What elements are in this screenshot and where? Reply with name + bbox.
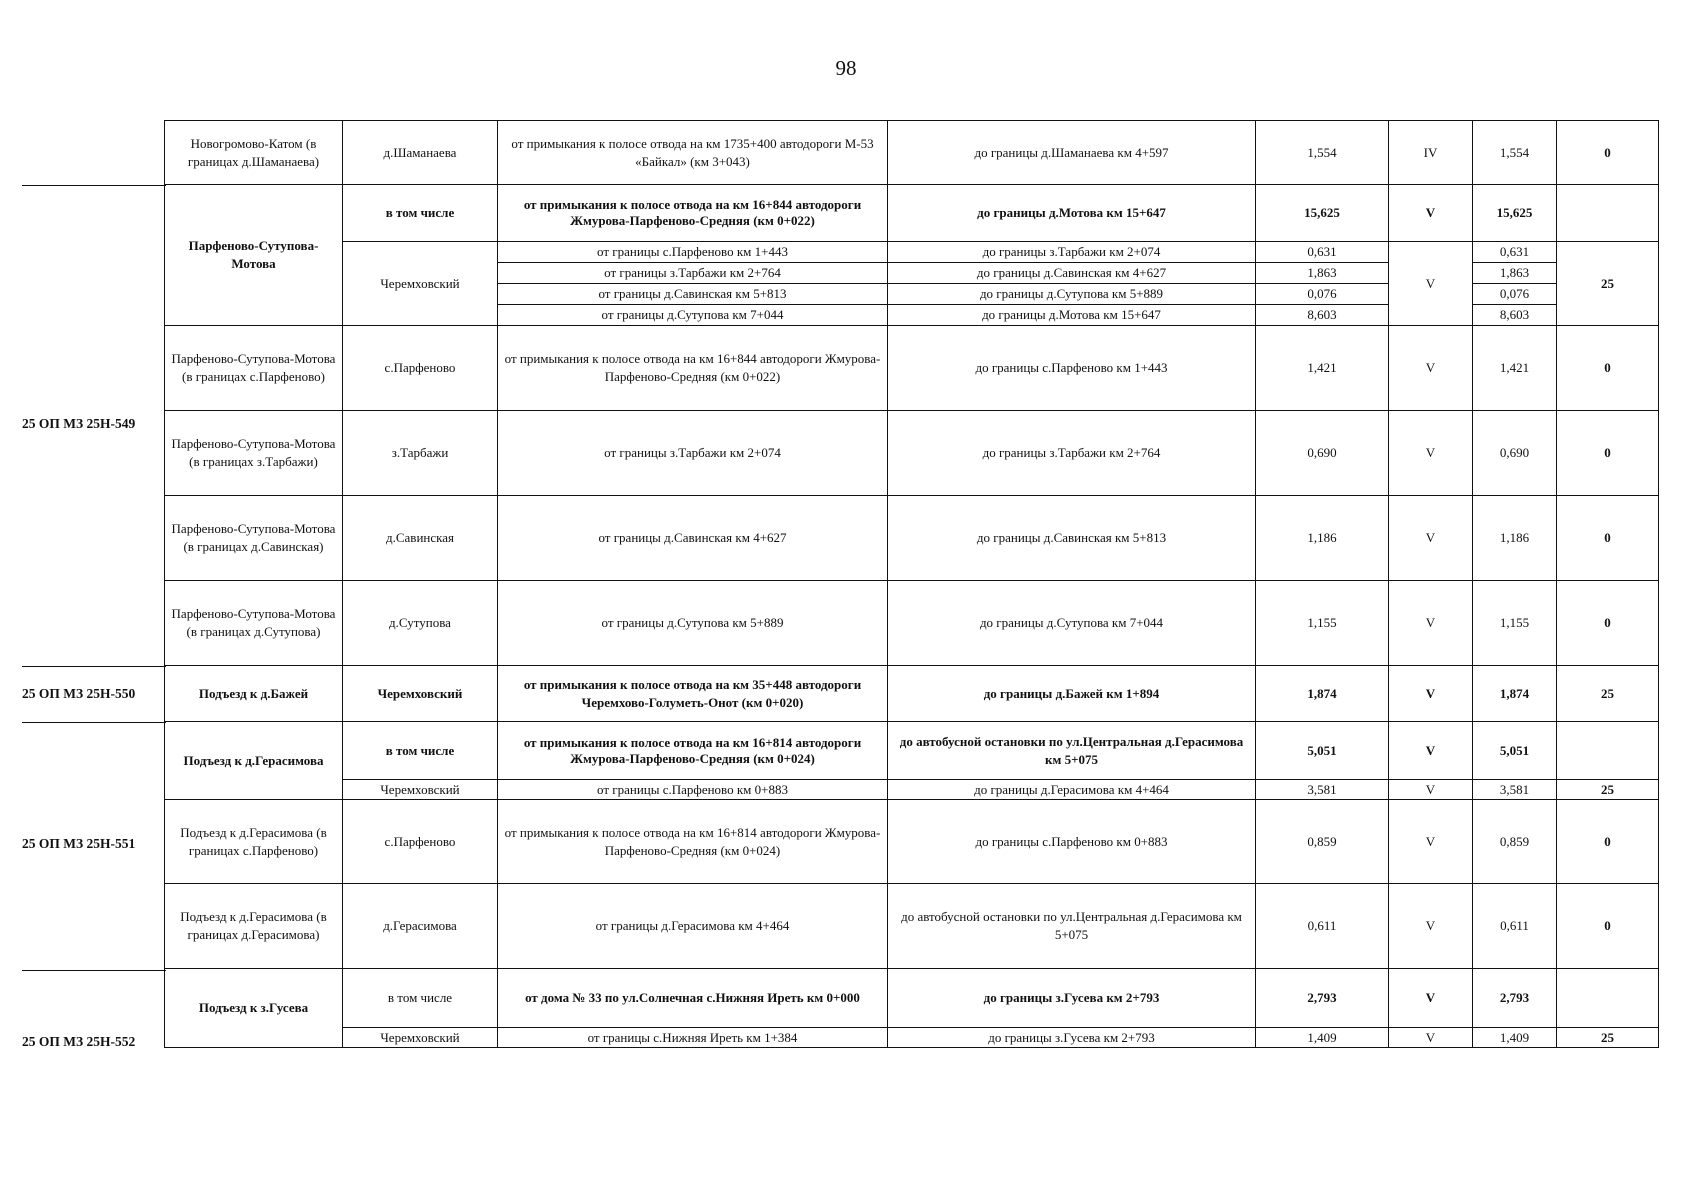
row-divider: [22, 970, 166, 971]
road-name: Подъезд к д.Герасимова: [165, 722, 343, 800]
district-cell: д.Шаманаева: [343, 121, 498, 185]
segment-end: до границы д.Мотова км 15+647: [888, 305, 1256, 326]
value-cell: 0: [1557, 121, 1659, 185]
row-divider: [22, 722, 166, 723]
segment-start: от границы д.Герасимова км 4+464: [498, 884, 888, 969]
row-divider: [22, 666, 166, 667]
table-row: [165, 185, 1659, 242]
district-cell: с.Парфеново: [343, 326, 498, 411]
segment-start: от дома № 33 по ул.Солнечная с.Нижняя Иреть км 0+000: [498, 969, 888, 1028]
road-name: Парфеново-Сутупова-Мотова: [165, 185, 343, 326]
segment-end: до границы д.Сутупова км 7+044: [888, 581, 1256, 666]
segment-end: до границы з.Гусева км 2+793: [888, 1028, 1256, 1048]
segment-end: до границы с.Парфеново км 1+443: [888, 326, 1256, 411]
district-cell: в том числе: [343, 969, 498, 1028]
category-cell: V: [1389, 242, 1473, 326]
length-cell: 0,611: [1473, 884, 1557, 969]
category-cell: V: [1389, 326, 1473, 411]
road-name: Подъезд к д.Бажей: [165, 666, 343, 722]
length-cell: 5,051: [1256, 722, 1389, 780]
category-cell: V: [1389, 411, 1473, 496]
road-name: Парфеново-Сутупова-Мотова (в границах д.Сутупова): [165, 581, 343, 666]
length-cell: 1,421: [1473, 326, 1557, 411]
district-cell: з.Тарбажи: [343, 411, 498, 496]
district-cell: с.Парфеново: [343, 800, 498, 884]
segment-start: от границы с.Парфеново км 0+883: [498, 780, 888, 800]
segment-end: до границы з.Тарбажи км 2+074: [888, 242, 1256, 263]
segment-end: до границы с.Парфеново км 0+883: [888, 800, 1256, 884]
length-cell: 1,874: [1256, 666, 1389, 722]
table-row: [165, 1028, 1659, 1048]
value-cell: 25: [1557, 242, 1659, 326]
length-cell: 1,409: [1473, 1028, 1557, 1048]
segment-end: до границы д.Савинская км 5+813: [888, 496, 1256, 581]
length-cell: 1,874: [1473, 666, 1557, 722]
district-cell: д.Сутупова: [343, 581, 498, 666]
table-row: [165, 884, 1659, 969]
table-row: [165, 666, 1659, 722]
category-cell: V: [1389, 800, 1473, 884]
road-code: 25 ОП МЗ 25Н-549: [22, 416, 136, 431]
value-cell: 25: [1557, 1028, 1659, 1048]
segment-start: от границы д.Савинская км 4+627: [498, 496, 888, 581]
length-cell: 1,186: [1256, 496, 1389, 581]
table-row: [165, 242, 1659, 263]
table-row: [165, 581, 1659, 666]
segment-start: от границы з.Тарбажи км 2+764: [498, 263, 888, 284]
segment-start: от границы д.Савинская км 5+813: [498, 284, 888, 305]
district-cell: д.Герасимова: [343, 884, 498, 969]
length-cell: 0,631: [1256, 242, 1389, 263]
value-cell: 0: [1557, 884, 1659, 969]
district-cell: в том числе: [343, 185, 498, 242]
value-cell: 0: [1557, 581, 1659, 666]
segment-end: до границы з.Гусева км 2+793: [888, 969, 1256, 1028]
category-cell: V: [1389, 884, 1473, 969]
length-cell: 1,155: [1473, 581, 1557, 666]
table-row: [165, 411, 1659, 496]
road-name: Парфеново-Сутупова-Мотова (в границах с.Парфеново): [165, 326, 343, 411]
length-cell: 1,421: [1256, 326, 1389, 411]
segment-start: от границы д.Сутупова км 7+044: [498, 305, 888, 326]
category-cell: V: [1389, 185, 1473, 242]
district-cell: Черемховский: [343, 242, 498, 326]
value-cell: 0: [1557, 326, 1659, 411]
length-cell: 2,793: [1473, 969, 1557, 1028]
roads-table: [164, 120, 1659, 1048]
district-cell: д.Савинская: [343, 496, 498, 581]
segment-start: от примыкания к полосе отвода на км 1735+400 автодороги М-53 «Байкал» (км 3+043): [498, 121, 888, 185]
table-row: [165, 121, 1659, 185]
value-cell: 0: [1557, 411, 1659, 496]
district-cell: Черемховский: [343, 780, 498, 800]
length-cell: 1,155: [1256, 581, 1389, 666]
category-cell: V: [1389, 496, 1473, 581]
district-cell: в том числе: [343, 722, 498, 780]
road-name: Новогромово-Катом (в границах д.Шаманаева): [165, 121, 343, 185]
segment-end: до автобусной остановки по ул.Центральная д.Герасимова км 5+075: [888, 722, 1256, 780]
segment-start: от примыкания к полосе отвода на км 16+844 автодороги Жмурова-Парфеново-Средняя (км 0+022): [498, 326, 888, 411]
road-name: Парфеново-Сутупова-Мотова (в границах д.Савинская): [165, 496, 343, 581]
road-name: Подъезд к д.Герасимова (в границах с.Парфеново): [165, 800, 343, 884]
value-cell: [1557, 185, 1659, 242]
segment-end: до границы д.Герасимова км 4+464: [888, 780, 1256, 800]
length-cell: 3,581: [1473, 780, 1557, 800]
category-cell: V: [1389, 1028, 1473, 1048]
table-row: [165, 780, 1659, 800]
segment-end: до границы д.Сутупова км 5+889: [888, 284, 1256, 305]
segment-end: до границы д.Шаманаева км 4+597: [888, 121, 1256, 185]
length-cell: 1,863: [1473, 263, 1557, 284]
length-cell: 0,859: [1256, 800, 1389, 884]
length-cell: 1,554: [1473, 121, 1557, 185]
segment-start: от границы с.Нижняя Иреть км 1+384: [498, 1028, 888, 1048]
length-cell: 1,186: [1473, 496, 1557, 581]
segment-end: до границы д.Бажей км 1+894: [888, 666, 1256, 722]
length-cell: 0,690: [1473, 411, 1557, 496]
value-cell: [1557, 969, 1659, 1028]
value-cell: 0: [1557, 800, 1659, 884]
category-cell: V: [1389, 581, 1473, 666]
category-cell: V: [1389, 666, 1473, 722]
segment-start: от границы с.Парфеново км 1+443: [498, 242, 888, 263]
segment-start: от границы з.Тарбажи км 2+074: [498, 411, 888, 496]
segment-end: до границы д.Мотова км 15+647: [888, 185, 1256, 242]
table-row: [165, 969, 1659, 1028]
road-code: 25 ОП МЗ 25Н-550: [22, 686, 136, 701]
length-cell: 0,690: [1256, 411, 1389, 496]
segment-start: от примыкания к полосе отвода на км 16+814 автодороги Жмурова-Парфеново-Средняя (км 0+024): [498, 800, 888, 884]
length-cell: 1,554: [1256, 121, 1389, 185]
length-cell: 3,581: [1256, 780, 1389, 800]
length-cell: 1,409: [1256, 1028, 1389, 1048]
length-cell: 0,631: [1473, 242, 1557, 263]
road-code: 25 ОП МЗ 25Н-552: [22, 1034, 136, 1049]
segment-end: до границы д.Савинская км 4+627: [888, 263, 1256, 284]
segment-start: от примыкания к полосе отвода на км 16+814 автодороги Жмурова-Парфеново-Средняя (км 0+024): [498, 722, 888, 780]
road-name: Парфеново-Сутупова-Мотова (в границах з.Тарбажи): [165, 411, 343, 496]
length-cell: 0,076: [1256, 284, 1389, 305]
length-cell: 8,603: [1473, 305, 1557, 326]
length-cell: 0,076: [1473, 284, 1557, 305]
road-code: 25 ОП МЗ 25Н-551: [22, 836, 136, 851]
table-row: [165, 496, 1659, 581]
road-name: Подъезд к з.Гусева: [165, 969, 343, 1048]
length-cell: 0,611: [1256, 884, 1389, 969]
category-cell: V: [1389, 722, 1473, 780]
road-name: Подъезд к д.Герасимова (в границах д.Герасимова): [165, 884, 343, 969]
table-row: [165, 326, 1659, 411]
page-number: 98: [835, 56, 857, 80]
segment-start: от границы д.Сутупова км 5+889: [498, 581, 888, 666]
table-row: [165, 800, 1659, 884]
table-row: [165, 722, 1659, 780]
category-cell: IV: [1389, 121, 1473, 185]
length-cell: 0,859: [1473, 800, 1557, 884]
segment-start: от примыкания к полосе отвода на км 35+448 автодороги Черемхово-Голуметь-Онот (км 0+020): [498, 666, 888, 722]
segment-end: до границы з.Тарбажи км 2+764: [888, 411, 1256, 496]
length-cell: 8,603: [1256, 305, 1389, 326]
category-cell: V: [1389, 969, 1473, 1028]
segment-end: до автобусной остановки по ул.Центральная д.Герасимова км 5+075: [888, 884, 1256, 969]
value-cell: 25: [1557, 666, 1659, 722]
value-cell: 25: [1557, 780, 1659, 800]
district-cell: Черемховский: [343, 666, 498, 722]
value-cell: 0: [1557, 496, 1659, 581]
length-cell: 15,625: [1256, 185, 1389, 242]
value-cell: [1557, 722, 1659, 780]
segment-start: от примыкания к полосе отвода на км 16+844 автодороги Жмурова-Парфеново-Средняя (км 0+022): [498, 185, 888, 242]
length-cell: 2,793: [1256, 969, 1389, 1028]
row-divider: [22, 185, 166, 186]
category-cell: V: [1389, 780, 1473, 800]
district-cell: Черемховский: [343, 1028, 498, 1048]
length-cell: 5,051: [1473, 722, 1557, 780]
length-cell: 1,863: [1256, 263, 1389, 284]
length-cell: 15,625: [1473, 185, 1557, 242]
